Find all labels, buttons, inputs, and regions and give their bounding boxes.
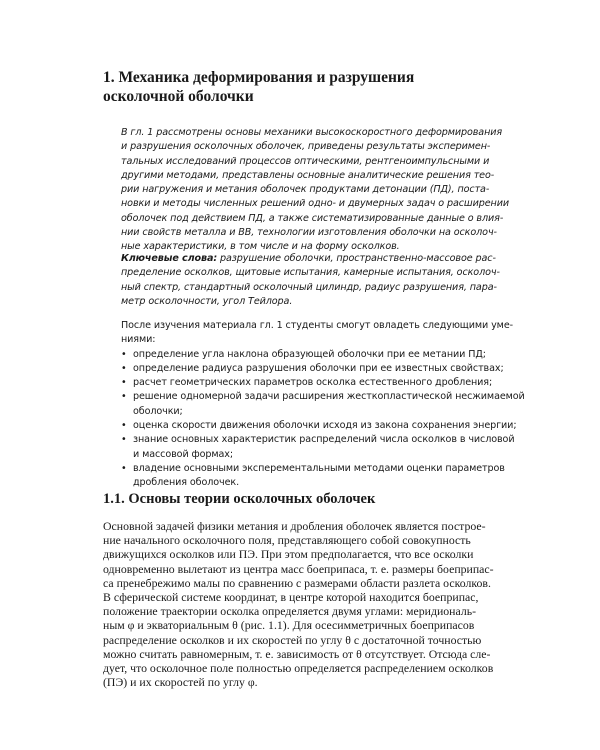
keywords-line: пределение осколков, щитовые испытания, камерные испытания, осколоч- [121, 267, 500, 279]
body-line: можно считать равномерным, т. е. зависимость от θ отсутствует. Отсюда сле- [103, 646, 491, 661]
list-item [121, 348, 506, 362]
body-line: движущихся осколков или ПЭ. При этом предполагается, что все осколки [103, 547, 474, 562]
abstract-line: и разрушения осколочных оболочек, приведены результаты эксперимен- [121, 141, 491, 153]
abstract-line: другими методами, представлены основные аналитические решения тео- [121, 169, 495, 181]
list-item-line: оценка скорости движения оболочки исходя из закона сохранения энергии; [133, 420, 517, 432]
body-line: ние начального осколочного поля, представляющего собой совокупность [103, 533, 471, 548]
chapter-title [103, 68, 523, 106]
keywords-label: Ключевые слова: [121, 253, 218, 264]
abstract-line: В гл. 1 рассмотрены основы механики высокоскоростного деформирования [121, 127, 503, 138]
list-item-line: оболочки; [133, 405, 183, 417]
bullet-icon: • [121, 420, 127, 432]
abstract-line: оболочек под действием ПД, а также систематизированные данные о влия- [121, 212, 504, 224]
body-line: положение траектории осколка определяется двумя углами: меридиональ- [103, 604, 477, 619]
chapter-title-line: 1. Механика деформирования и разрушения [103, 69, 415, 86]
list-item [121, 376, 506, 390]
list-item-line: дробления оболочек. [133, 477, 240, 489]
body-line: са пренебрежимо малы по сравнению с размерами области разлета осколков. [103, 575, 491, 590]
bullet-icon: • [121, 434, 127, 446]
outcomes-intro [121, 319, 513, 348]
list-item-line: владение основными эксперементальными методами оценки параметров [133, 462, 505, 474]
list-item [121, 433, 515, 462]
bullet-icon: • [121, 391, 127, 403]
list-item [121, 390, 525, 419]
keywords-first-line: разрушение оболочки, пространственно-массовое рас- [217, 253, 496, 264]
list-item-line: решение одномерной задачи расширения жесткопластической несжимаемой [133, 391, 525, 403]
list-item-line: определение угла наклона образующей оболочки при ее метании ПД; [133, 348, 486, 360]
chapter-title-line: осколочной оболочки [103, 88, 254, 105]
body-line: ным φ и экваториальным θ (рис. 1.1). Для осесимметричных боеприпасов [103, 618, 475, 633]
keywords-block [121, 252, 506, 309]
body-line: (ПЭ) и их скоростей по углу φ. [103, 675, 258, 690]
abstract-line: новки и методы численных решений одно- и двумерных задач о расширении [121, 198, 509, 210]
body-line: дует, что осколочное поле полностью определяется распределением осколков [103, 661, 494, 676]
section-title: 1.1. Основы теории осколочных оболочек [103, 491, 376, 507]
list-item [121, 419, 517, 433]
bullet-icon: • [121, 377, 127, 389]
abstract-line: тальных исследований процессов оптическими, рентгеноимпульсными и [121, 155, 490, 167]
list-item-line: знание основных характеристик распределений числа осколков в числовой [133, 434, 515, 446]
body-line: одновременно вылетают из центра масс боеприпаса, т. е. размеры боеприпас- [103, 561, 494, 576]
list-item [121, 462, 506, 491]
list-item-line: расчет геометрических параметров осколка естественного дробления; [133, 377, 493, 389]
outcomes-intro-line: ниями: [121, 334, 156, 346]
body-line: распределение осколков и их скоростей по углу θ с достаточной точностью [103, 632, 482, 647]
abstract-line: рии нагружения и метания оболочек продуктами детонации (ПД), поста- [121, 184, 490, 196]
body-line: В сферической системе координат, в центре которой находится боеприпас, [103, 590, 479, 605]
abstract-line: нии свойств металла и ВВ, технологии изготовления оболочки на осколоч- [121, 227, 497, 239]
chapter-abstract [121, 126, 509, 255]
keywords-line: метр осколочности, угол Тейлора. [121, 295, 293, 307]
learning-outcomes [121, 319, 525, 491]
outcomes-intro-line: После изучения материала гл. 1 студенты смогут овладеть следующими уме- [121, 320, 513, 331]
body-line: Основной задачей физики метания и дробления оболочек является построе- [103, 519, 486, 533]
bullet-icon: • [121, 348, 127, 360]
bullet-icon: • [121, 462, 127, 474]
keywords-line: ный спектр, стандартный осколочный цилиндр, радиус разрушения, пара- [121, 281, 497, 293]
outcomes-list [121, 348, 525, 491]
list-item [121, 362, 506, 376]
bullet-icon: • [121, 362, 127, 374]
abstract-line: ные характеристики, в том числе и на форму осколков. [121, 241, 400, 253]
body-paragraph [103, 519, 523, 689]
keywords-line [121, 252, 506, 266]
list-item-line: определение радиуса разрушения оболочки при ее известных свойствах; [133, 362, 504, 374]
list-item-line: и массовой формах; [133, 448, 234, 460]
